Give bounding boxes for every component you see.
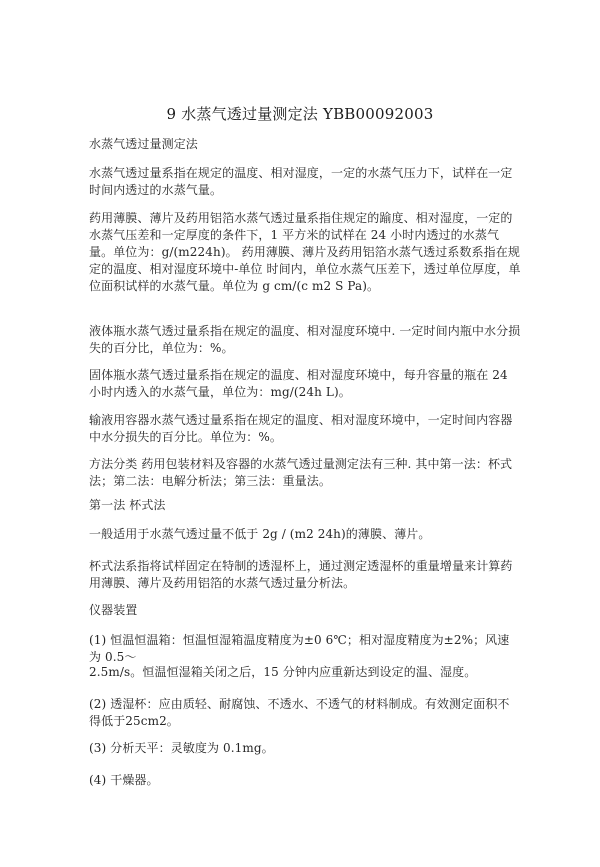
paragraph-definition: 水蒸气透过量系指在规定的温度、相对湿度，一定的水蒸气压力下，试样在一定时间内透过的水蒸气量。	[89, 166, 513, 197]
document-title: 9 水蒸气透过量测定法 YBB00092003	[166, 105, 434, 123]
paragraph-cup-scope: 一般适用于水蒸气透过量不低于 2g / (m2 24h)的薄膜、薄片。	[89, 527, 431, 541]
paragraph-infusion-container: 输液用容器水蒸气透过量系指在规定的温度、相对湿度环境中，一定时间内容器中水分损失的百分比。单位为：%。	[89, 413, 513, 444]
list-item-apparatus-3: (3) 分析天平：灵敏度为 0.1mg。	[89, 741, 274, 755]
list-item-apparatus-1-continued: 2.5m/s。恒温恒湿箱关闭之后，15 分钟内应重新达到设定的温、湿度。	[89, 665, 477, 679]
paragraph-film-definition: 药用薄膜、薄片及药用铝箔水蒸气透过量系指住规定的踰度、相对湿度，一定的水蒸气压差和一定厚度的条件下，1 平方米的试样在 24 小时内透过的水蒸气量。单位为：g/(m224h)。 药用薄膜、薄片及药用铝箔水蒸气透过系数系指在规定的温度、相对湿度环境中-单位 时间内，单位水蒸气压差下，透过单位厚度，单位面积试样的水蒸气量。单位为 g cm/(c m2 S Pa)。	[89, 211, 521, 293]
paragraph-solid-bottle: 固体瓶水蒸气透过量系指在规定的温度、相对湿度环境中，每升容量的瓶在 24 小时内透入的水蒸气量，单位为：mg/(24h L)。	[89, 368, 508, 399]
list-item-apparatus-2: (2) 透湿杯：应由质轻、耐腐蚀、不透水、不透气的材料制成。有效测定面积不得低于25cm2。	[89, 697, 510, 728]
paragraph-liquid-bottle: 液体瓶水蒸气透过量系指在规定的温度、相对湿度环境中. 一定时间内瓶中水分损失的百分比，单位为：%。	[89, 324, 521, 355]
paragraph-method-classification: 方法分类 药用包装材料及容器的水蒸气透过量测定法有三种. 其中第一法：杯式法；第二法：电解分析法；第三法：重量法。	[89, 457, 513, 488]
section-heading-apparatus: 仪器装置	[89, 603, 138, 617]
section-heading-cup-method: 第一法 杯式法	[89, 498, 166, 512]
paragraph-cup-definition: 杯式法系指将试样固定在特制的透湿杯上，通过测定透湿杯的重量增量来计算药用薄膜、薄片及药用铝箔的水蒸气透过量分析法。	[89, 559, 513, 590]
list-item-apparatus-1: (1) 恒温恒温箱：恒温恒湿箱温度精度为±0 6℃；相对湿度精度为±2%；风速为 0.5～	[89, 633, 510, 664]
section-heading-method: 水蒸气透过量测定法	[89, 137, 198, 151]
list-item-apparatus-4: (4) 干燥器。	[89, 773, 159, 787]
